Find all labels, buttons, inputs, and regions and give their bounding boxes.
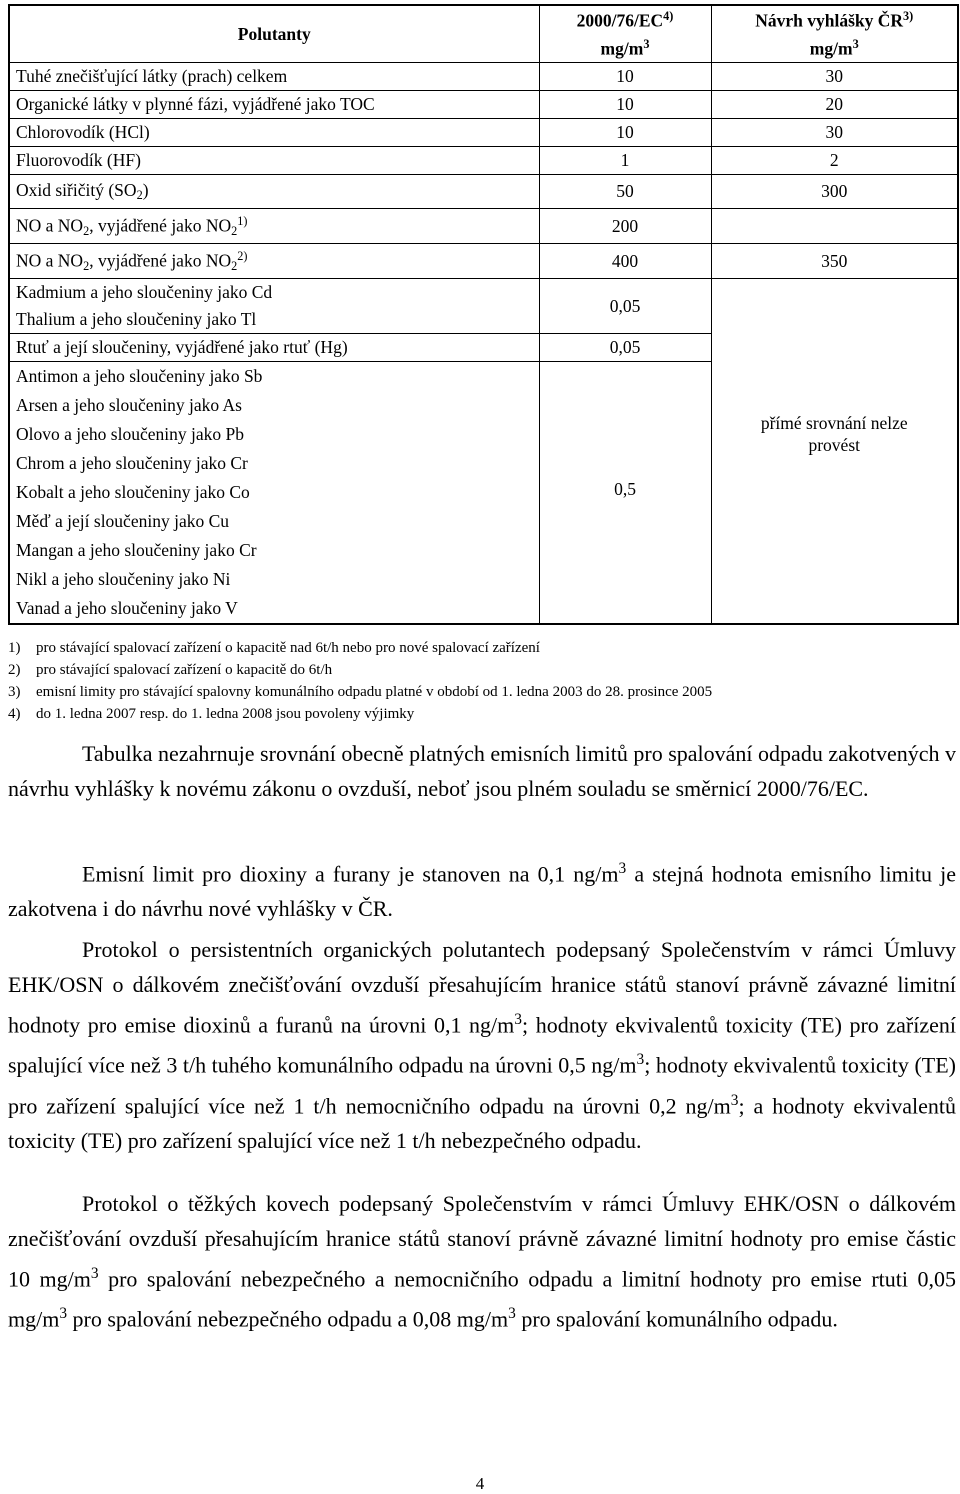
footnote-text: do 1. ledna 2007 resp. do 1. ledna 2008 jsou povoleny výjimky (36, 706, 415, 722)
unit-sup: 3 (643, 37, 650, 52)
footnote-text: emisní limity pro stávající spalovny komunálního odpadu platné v období od 1. ledna 2003 do 28. prosince 2005 (36, 684, 713, 700)
pollutant-label (9, 175, 539, 209)
no-compare-text: přímé srovnání nelze provést (760, 413, 908, 455)
unit-sup: 3 (852, 37, 859, 52)
label-sub: 2 (136, 188, 143, 203)
footnote-item (8, 659, 948, 681)
directive-value: 10 (539, 63, 711, 91)
paragraph-text: ; a hodnoty ekvivalentů toxicity (TE) pro zařízení spalující více než 1 t/h nebezpečného odpadu. (8, 1093, 956, 1154)
pollutant-label: Antimon a jeho sloučeniny jako Sb (9, 362, 539, 392)
paragraph-text: Protokol o persistentních organických polutantech podepsaný Společenstvím v rámci Úmluvy EHK/OSN o dálkovém znečišťování ovzduší přesahujícím hranice států stanoví právně závazné limitní hodnoty pro emise dioxinů a furanů na úrovni 0,1 ng/m (8, 937, 956, 1038)
unit-text: mg/m (600, 38, 644, 59)
header-pollutants: Polutanty (9, 5, 539, 63)
paragraph-table-note (8, 736, 956, 806)
pollutant-label: Kobalt a jeho sloučeniny jako Co (9, 478, 539, 507)
paragraph-text: Protokol o těžkých kovech podepsaný Společenstvím v rámci Úmluvy EHK/OSN o dálkovém znečišťování ovzduší přesahujícím hranice států stanoví právně závazné limitní hodnoty pro emise částic 10 mg/m (8, 1191, 956, 1292)
decree-value: 20 (711, 91, 958, 119)
table-row (9, 175, 958, 209)
paragraph-text: a stejná hodnota emisního limitu je zakotvena i do návrhu nové vyhlášky v ČR. (8, 861, 957, 922)
label-part: NO a NO (16, 250, 84, 271)
pollutant-label: Chlorovodík (HCl) (9, 119, 539, 147)
directive-value: 10 (539, 119, 711, 147)
label-sub: 2 (231, 258, 238, 273)
decree-value: 300 (711, 175, 958, 209)
decree-value: 30 (711, 63, 958, 91)
decree-no-compare (711, 279, 958, 625)
directive-value: 400 (539, 244, 711, 279)
emission-limits-table (8, 4, 959, 625)
footnotes (8, 637, 948, 725)
paragraph-text: Emisní limit pro dioxiny a furany je stanoven na 0,1 ng/m (82, 861, 619, 887)
pollutant-label: Olovo a jeho sloučeniny jako Pb (9, 420, 539, 449)
pollutant-label: Nikl a jeho sloučeniny jako Ni (9, 565, 539, 594)
pollutant-label: Kadmium a jeho sloučeniny jako Cd (9, 279, 539, 307)
unit-sup: 3 (508, 1305, 516, 1323)
directive-value: 0,05 (539, 279, 711, 334)
pollutant-label: Organické látky v plynné fázi, vyjádřené jako TOC (9, 91, 539, 119)
decree-value: 350 (711, 244, 958, 279)
pollutant-label: Chrom a jeho sloučeniny jako Cr (9, 449, 539, 478)
footnote-item (8, 681, 948, 703)
pollutant-label: Rtuť a její sloučeniny, vyjádřené jako rtuť (Hg) (9, 334, 539, 362)
pollutant-label (9, 209, 539, 244)
footnote-number: 3) (8, 684, 21, 700)
page-number: 4 (475, 1474, 485, 1493)
pollutant-label: Arsen a jeho sloučeniny jako As (9, 391, 539, 420)
pollutant-label: Mangan a jeho sloučeniny jako Cr (9, 536, 539, 565)
decree-value (711, 209, 958, 244)
header-decree (711, 5, 958, 34)
unit-sup: 3 (59, 1305, 68, 1323)
table-row (9, 91, 958, 119)
table-row (9, 147, 958, 175)
label-footnote: 2) (237, 249, 248, 264)
table-header-row (9, 5, 958, 34)
directive-value: 50 (539, 175, 711, 209)
footnote-item (8, 703, 948, 725)
pollutant-label: Fluorovodík (HF) (9, 147, 539, 175)
pollutant-label: Měď a její sloučeniny jako Cu (9, 507, 539, 536)
pollutant-label: Thalium a jeho sloučeniny jako Tl (9, 306, 539, 334)
label-part: ) (142, 180, 149, 201)
pollutant-label (9, 244, 539, 279)
paragraph-text: pro spalování nebezpečného odpadu a 0,08 mg/m (67, 1306, 509, 1332)
paragraph-text: ; hodnoty ekvivalentů toxicity (TE) pro zařízení spalující více než 3 t/h tuhého komunálního odpadu na úrovni 0,5 ng/m (8, 1012, 956, 1078)
footnote-text: pro stávající spalovací zařízení o kapacitě nad 6t/h nebo pro nové spalovací zařízení (36, 640, 540, 656)
unit-sup: 3 (90, 1265, 99, 1282)
label-sub: 2 (83, 258, 90, 273)
unit-decree (711, 34, 958, 63)
table-row (9, 119, 958, 147)
decree-value: 30 (711, 119, 958, 147)
pollutant-label: Vanad a jeho sloučeniny jako V (9, 594, 539, 624)
paragraph-text: pro spalování nebezpečného a nemocničního odpadu a limitní hodnoty pro emise rtuti 0,05 mg/m (8, 1266, 956, 1332)
label-sub: 2 (231, 223, 238, 238)
directive-value: 1 (539, 147, 711, 175)
unit-sup: 3 (514, 1011, 522, 1028)
paragraph-text: Tabulka nezahrnuje srovnání obecně platných emisních limitů pro spalování odpadu zakotvených v návrhu vyhlášky k novému zákonu o ovzduší, neboť jsou plném souladu se směrnicí 2000/76/EC. (8, 741, 956, 801)
paragraph-text: ; hodnoty ekvivalentů toxicity (TE) pro zařízení spalující více než 1 t/h nemocničního odpadu na úrovni 0,2 ng/m (8, 1052, 956, 1119)
unit-directive (539, 34, 711, 63)
table-row (9, 63, 958, 91)
footnote-number: 4) (8, 706, 21, 722)
unit-text: mg/m (809, 38, 853, 59)
metals-value: 0,5 (614, 479, 636, 500)
header-directive-footnote: 4) (663, 9, 674, 24)
label-sub: 2 (83, 223, 90, 238)
directive-value: 10 (539, 91, 711, 119)
table-row (9, 279, 958, 307)
paragraph-heavy-metals-protocol (8, 1186, 956, 1337)
table-row (9, 244, 958, 279)
label-part: NO a NO (16, 215, 84, 236)
paragraph-pop-protocol (8, 932, 956, 1158)
pollutant-label: Tuhé znečišťující látky (prach) celkem (9, 63, 539, 91)
table-row (9, 209, 958, 244)
label-part: , vyjádřené jako NO (89, 250, 232, 271)
directive-value: 200 (539, 209, 711, 244)
footnote-item (8, 637, 948, 659)
label-part: Oxid siřičitý (SO (16, 180, 137, 201)
unit-sup: 3 (636, 1051, 645, 1069)
directive-value (539, 362, 711, 625)
unit-sup: 3 (618, 860, 627, 877)
unit-sup: 3 (730, 1091, 739, 1109)
header-decree-footnote: 3) (903, 9, 914, 24)
header-decree-label: Návrh vyhlášky ČR (755, 10, 904, 31)
label-footnote: 1) (237, 214, 248, 229)
header-directive (539, 5, 711, 34)
footnote-number: 1) (8, 640, 21, 656)
label-part: , vyjádřené jako NO (89, 215, 232, 236)
header-directive-label: 2000/76/EC (576, 10, 664, 31)
footnote-number: 2) (8, 662, 21, 678)
paragraph-text: pro spalování komunálního odpadu. (515, 1306, 838, 1332)
decree-value: 2 (711, 147, 958, 175)
footnote-text: pro stávající spalovací zařízení o kapacitě do 6t/h (36, 662, 333, 678)
directive-value: 0,05 (539, 334, 711, 362)
paragraph-dioxin-limit (8, 851, 956, 926)
